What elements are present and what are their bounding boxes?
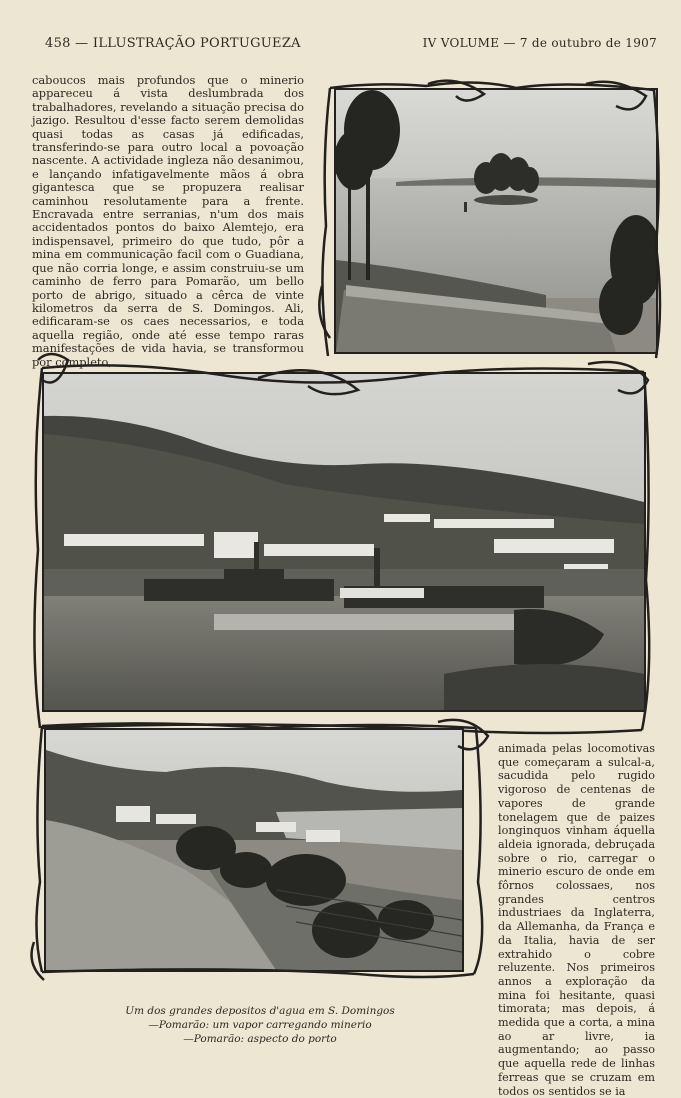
reservoir-scene (336, 90, 656, 352)
photo-water-reservoir (334, 88, 658, 354)
photo-caption (80, 1004, 440, 1046)
caption-line: —Pomarão: um vapor carregando minerio (148, 1019, 372, 1031)
steamer-scene (44, 374, 644, 710)
caption-line: Um dos grandes depositos d'agua em S. Domingos (125, 1005, 395, 1017)
page-title: 458 — ILLUSTRAÇÃO PORTUGUEZA (45, 36, 301, 51)
issue-date: IV VOLUME — 7 de outubro de 1907 (422, 36, 657, 50)
photo-steamer-loading (42, 372, 646, 712)
article-paragraph: caboucos mais profundos que o minerio appareceu á vista deslumbrada dos trabalhadores, revelando a situação precisa do jazigo. Resultou d'esse facto serem demolidas quasi todas as casas já edificadas, transferindo-se para outro local a povoação nascente. A actividade ingleza não desanimou, e lançando infatigavelmente mãos á obra gigantesca que se propuzera realisar caminhou resolutamente para a frente. Encravada entre serranias, n'um dos mais accidentados pontos do baixo Alemtejo, era indispensavel, primeiro do que tudo, pôr a mina em communicação facil com o Guadiana, que não corria longe, e assim construiu-se um caminho de ferro para Pomarão, um bello porto de abrigo, situado a cêrca de vinte kilometros da serra de S. Domingos. Ali, edificaram-se os caes necessarios, e toda aquella região, onde até esse tempo raras manifestações de vida havia, se transformou por completo, (32, 73, 304, 369)
article-paragraph: animada pelas locomotivas que começaram a sulcal-a, sacudida pelo rugido vigoroso de centenas de vapores de grande tonelagem que de paizes longinquos vinham áquella aldeia ignorada, debruçada sobre o rio, carregar o minerio escuro de onde em fôrnos colossaes, nos grandes centros industriaes da Inglaterra, da Allemanha, da França e da Italia, havia de ser extrahido o cobre reluzente. Nos primeiros annos a exploração da mina foi hesitante, quasi timorata; mas depois, á medida que a corta, a mina ao ar livre, ia augmentando; ao passo que aquella rede de linhas ferreas que se cruzam em todos os sentidos se ia (498, 742, 655, 1098)
page-header (45, 36, 657, 54)
port-scene (46, 730, 462, 970)
article-text-bottom (498, 742, 655, 1098)
article-text-top (32, 74, 304, 369)
photo-port-view (44, 728, 464, 972)
caption-line: —Pomarão: aspecto do porto (183, 1033, 337, 1045)
